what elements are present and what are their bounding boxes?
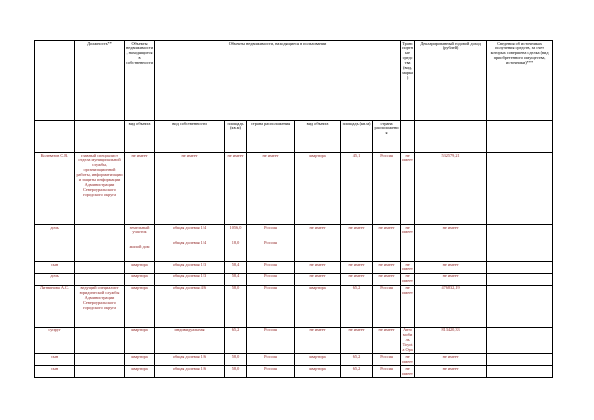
header-blank — [35, 41, 75, 121]
cell-transport: не имеет — [401, 285, 415, 327]
subheader-blank-2 — [75, 121, 125, 153]
cell-name: сын — [35, 366, 75, 378]
own-country-line-1: Россия — [264, 224, 277, 230]
cell-own-kind: общая долевая 1/6 — [155, 366, 225, 378]
subheader-area-2: площадь (кв.м) — [341, 121, 373, 153]
cell-income: 476832,19 — [415, 285, 487, 327]
cell-income: не имеет — [415, 354, 487, 366]
cell-income: не имеет — [415, 262, 487, 274]
cell-own-country: Россия — [247, 273, 295, 285]
cell-use-area: не имеет — [341, 225, 373, 262]
own-area-line-1: 1056,0 — [229, 224, 242, 230]
cell-position — [75, 327, 125, 354]
cell-transport: не имеет — [401, 225, 415, 262]
cell-sources — [487, 285, 553, 327]
cell-own-type: не имеет — [125, 153, 155, 225]
cell-own-type: квартира — [125, 327, 155, 354]
cell-sources — [487, 354, 553, 366]
cell-own-type: квартира — [125, 354, 155, 366]
subheader-country: страна расположения — [247, 121, 295, 153]
subheader-object-type: вид объекта — [125, 121, 155, 153]
own-area-line-2: 18,0 — [231, 239, 240, 245]
cell-position — [75, 366, 125, 378]
table-row — [35, 366, 553, 378]
header-used-objects: Объекты недвижимости, находящиеся в пользовании — [155, 41, 401, 121]
table-row — [35, 285, 553, 327]
cell-transport: не имеет — [402, 273, 413, 284]
table-row — [35, 262, 553, 274]
cell-transport: не имеет — [402, 365, 413, 376]
cell-own-type: квартира — [125, 262, 155, 274]
cell-sources — [487, 262, 553, 274]
cell-own-type: квартира — [125, 285, 155, 327]
subheader-transport — [401, 121, 415, 153]
cell-sources — [487, 327, 553, 354]
cell-income: не имеет — [415, 366, 487, 378]
cell-own-area: не имеет — [225, 153, 247, 225]
cell-use-country: не имеет — [373, 262, 401, 274]
cell-own-kind: общая долевая 1/3 — [155, 273, 225, 285]
table-row — [35, 153, 553, 225]
header-transport: Транспортные средства (вид, марка) — [401, 41, 415, 121]
cell-name: дочь — [35, 225, 75, 262]
cell-own-type: квартира — [125, 273, 155, 285]
own-kind-line-2: общая долевая 1/4 — [172, 239, 207, 245]
own-type-line-1: земельный участок — [129, 224, 150, 235]
cell-name: Колеватов С.В. — [35, 153, 75, 225]
cell-use-country: Россия — [373, 366, 401, 378]
cell-income: не имеет — [415, 273, 487, 285]
cell-own-kind: индивидуальная — [155, 327, 225, 354]
cell-use-type: не имеет — [295, 273, 341, 285]
cell-name: Литвинова А.С. — [35, 285, 75, 327]
cell-use-type: квартира — [295, 366, 341, 378]
cell-own-area — [225, 225, 247, 262]
cell-position — [75, 354, 125, 366]
declaration-table — [34, 40, 553, 378]
cell-income: 532579,21 — [415, 153, 487, 225]
cell-use-area: 65,2 — [341, 285, 373, 327]
table-row — [35, 273, 553, 285]
cell-own-kind: общая долевая 4/6 — [155, 285, 225, 327]
cell-income: 813420,33 — [415, 327, 487, 354]
cell-use-area: не имеет — [341, 262, 373, 274]
cell-own-area: 58,0 — [225, 285, 247, 327]
own-country-line-2: Россия — [264, 239, 277, 245]
cell-own-country: Россия — [247, 354, 295, 366]
cell-transport: не имеет — [402, 353, 413, 364]
own-kind-line-1: общая долевая 1/4 — [172, 224, 207, 230]
cell-position: главный специалист отдела муниципальной службы, организационной работы, информатизации и защиты информации Администрации Североуральского городского округа — [75, 153, 125, 225]
subheader-area: площадь (кв.м) — [225, 121, 247, 153]
table-row — [35, 354, 553, 366]
cell-use-country: Россия — [373, 153, 401, 225]
cell-name: сын — [35, 262, 75, 274]
cell-use-type: квартира — [295, 354, 341, 366]
cell-own-kind: общая долевая 1/3 — [155, 262, 225, 274]
cell-use-area: 65,2 — [341, 366, 373, 378]
cell-position — [75, 262, 125, 274]
cell-transport: Автомобиль Toyota Opa — [402, 327, 413, 352]
subheader-country-2: страна расположения — [373, 121, 401, 153]
cell-own-area: 58,0 — [225, 354, 247, 366]
subheader-income — [415, 121, 487, 153]
cell-own-country: Россия — [247, 262, 295, 274]
cell-sources — [487, 273, 553, 285]
cell-use-country: не имеет — [373, 225, 401, 262]
cell-use-area: не имеет — [341, 327, 373, 354]
cell-use-type: не имеет — [295, 262, 341, 274]
cell-own-area: 58,4 — [225, 262, 247, 274]
own-type-line-2: жилой дом — [129, 244, 150, 250]
header-sources: Сведения об источниках получения средств, за счет которых совершена сделка (вид приобретенного имущества, источники)*** — [487, 41, 553, 121]
cell-own-country — [247, 225, 295, 262]
cell-own-country: Россия — [247, 327, 295, 354]
header-owned-objects: Объекты недвижимости, находящиеся в собственности — [125, 41, 155, 121]
cell-own-area: 58,4 — [225, 273, 247, 285]
cell-use-area: 45,1 — [341, 153, 373, 225]
cell-income: не имеет — [415, 225, 487, 262]
cell-sources — [487, 225, 553, 262]
cell-own-country: не имеет — [247, 153, 295, 225]
subheader-object-type-2: вид объекта — [295, 121, 341, 153]
cell-name: дочь — [35, 273, 75, 285]
table-row — [35, 225, 553, 262]
cell-sources — [487, 153, 553, 225]
cell-use-country: не имеет — [373, 327, 401, 354]
cell-own-kind: общая долевая 1/6 — [155, 354, 225, 366]
subheader-sources — [487, 121, 553, 153]
cell-transport: не имеет — [402, 261, 413, 272]
cell-own-area: 58,0 — [225, 366, 247, 378]
cell-use-area: 65,2 — [341, 354, 373, 366]
cell-own-type: квартира — [125, 366, 155, 378]
cell-own-country: Россия — [247, 285, 295, 327]
cell-sources — [487, 366, 553, 378]
cell-use-type: квартира — [295, 153, 341, 225]
table-row — [35, 327, 553, 354]
cell-name: сын — [35, 354, 75, 366]
cell-position — [75, 225, 125, 262]
subheader-blank-1 — [35, 121, 75, 153]
cell-use-country: не имеет — [373, 273, 401, 285]
cell-use-area: не имеет — [341, 273, 373, 285]
header-position: Должность** — [75, 41, 125, 121]
subheader-ownership: вид собственности — [155, 121, 225, 153]
cell-own-type — [125, 225, 155, 262]
cell-own-area: 65,2 — [225, 327, 247, 354]
cell-own-kind — [155, 225, 225, 262]
cell-own-kind: не имеет — [155, 153, 225, 225]
cell-position: ведущий специалист юридической службы Администрации Североуральского городского округа — [75, 285, 125, 327]
cell-use-type: не имеет — [295, 327, 341, 354]
cell-position — [75, 273, 125, 285]
cell-use-country: Россия — [373, 354, 401, 366]
cell-own-country: Россия — [247, 366, 295, 378]
header-income: Декларированный годовой доход (рублей) — [415, 41, 487, 121]
cell-transport: не имеет — [401, 153, 415, 225]
cell-use-type: не имеет — [295, 225, 341, 262]
cell-use-type: квартира — [295, 285, 341, 327]
cell-use-country: Россия — [373, 285, 401, 327]
cell-name: супруг — [35, 327, 75, 354]
